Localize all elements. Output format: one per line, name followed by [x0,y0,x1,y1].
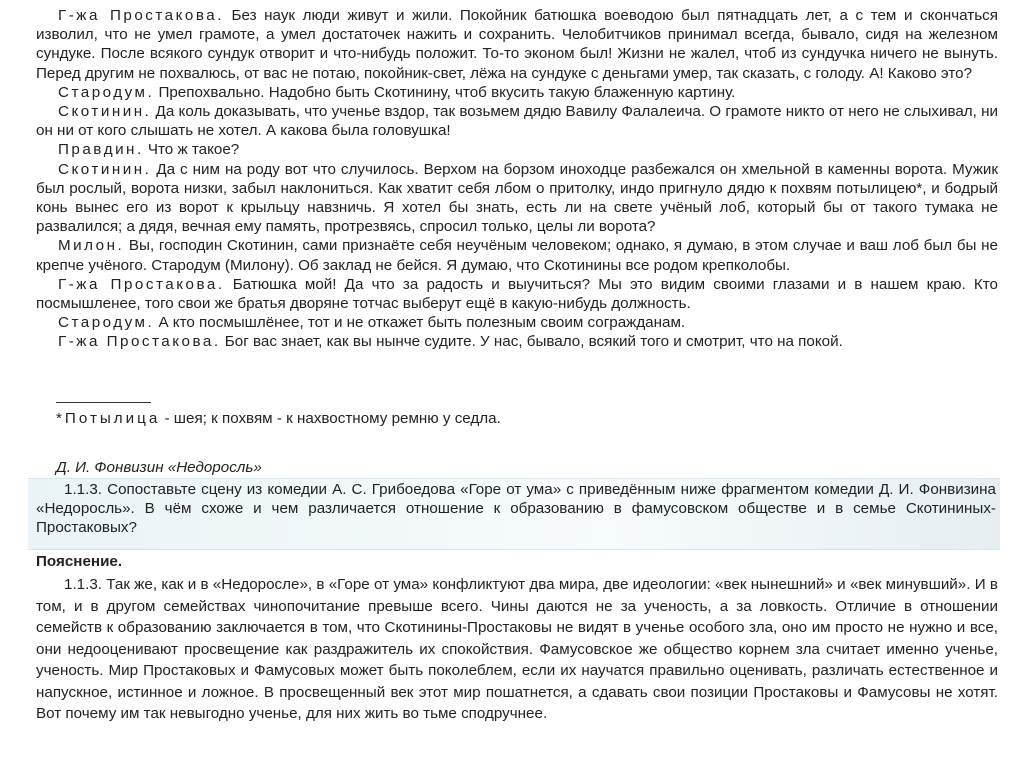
dialogue-text: Без наук люди живут и жили. Покойник батюшка воеводою был пятнадцать лет, а с тем и скончаться изволил, что не умел грамоте, а умел достаточек нажить и сохранить. Челобитчиков принимал всегда, бывало, сидя на железном сундуке. После всякого сундук отворит и что-нибудь положит. То-то эконом был! Жизни не жалел, чтоб из сундучка ничего не вынуть. Перед другим не похвалюсь, от вас не потаю, покойник-свет, лёжа на сундуке с деньгами умер, так сказать, с голоду. А! Каково это? [36,7,998,82]
footnote-definition: - шея; к похвям - к нахвостному ремню у седла. [160,410,501,427]
speaker-name: Правдин. [58,141,144,159]
dialogue-line [36,236,998,274]
speaker-name: Г-жа Простакова. [58,7,224,24]
play-excerpt [36,6,998,352]
dialogue-text: Да с ним на роду вот что случилось. Верхом на борзом иноходце разбежался он хмельной в каменны ворота. Мужик был рослый, ворота низки, забыл наклониться. Как хватит себя лбом о притолку, индо пригнуло дядю к похвям потылицею*, и бодрый конь вынес его из ворот к крыльцу навзничь. Я хотел бы знать, есть ли на свете учёный лоб, который бы от такого тумака не развалился; а дядя, вечная ему память, протрезвясь, спросил только, целы ли ворота? [36,160,998,236]
dialogue-text: А кто посмышлёнее, тот и не откажет быть полезным своим согражданам. [154,314,686,332]
footnote [56,402,956,428]
footnote-divider [56,402,151,403]
speaker-name: Стародум. [58,314,155,332]
footnote-text [56,409,956,428]
dialogue-text: Бог вас знает, как вы нынче судите. У нас, бывало, всякий того и смотрит, что на покой. [220,333,843,351]
dialogue-line [36,6,998,83]
footnote-term: *Потылица [56,410,161,427]
speaker-name: Скотинин. [58,103,152,121]
dialogue-line [36,160,998,237]
dialogue-line [36,332,998,351]
dialogue-text: Батюшка мой! Да что за радость и выучиться? Мы это видим своими глазами и в нашем краю. Кто посмышленее, того свои же братья дворяне тотчас выберут ещё в какую-нибудь должность. [36,275,998,313]
explanation-text: 1.1.3. Так же, как и в «Недоросле», в «Горе от ума» конфликтуют два мира, две идеологии: «век нынешний» и «век минувший». И в том, и в другом семействах чинопочитание превыше всего. Чины даются не за ученость, а за ловкость. Отличие в отношении семейств к образованию заключается в том, что Скотинины-Простаковы не видят в ученье особого зла, оно им просто не нужно и все, они недооценивают просвещение как раздражитель их спокойствия. Фамусовское же общество корнем зла считает именно ученье, ученость. Мир Простаковых и Фамусовых может быть поколеблем, если их научатся правильно оценивать, различать естественное и напускное, истинное и ложное. В просвещенный век этот мир пошатнется, а сдавать свои позиции Простаковы и Фамусовы не хотят. Вот почему им так невыгодно ученье, для них жить во тьме сподручнее. [36,576,998,722]
task-text: 1.1.3. Сопоставьте сцену из комедии А. С. Грибоедова «Горе от ума» с приведённым ниже фрагментом комедии Д. И. Фонвизина «Недоросль». В чём схоже и чем различается отношение к образованию в фамусовском обществе и в семье Скотининых-Простаковых? [36,481,996,537]
dialogue-line [36,102,998,140]
source-citation: Д. И. Фонвизин «Недоросль» [56,459,262,476]
speaker-name: Г-жа Простакова. [58,333,221,351]
speaker-name: Скотинин. [58,160,152,178]
dialogue-line [36,313,998,332]
dialogue-line [36,275,998,313]
dialogue-text: Вы, господин Скотинин, сами признаёте себя неучёным человеком; однако, я думаю, в этом случае и ваш лоб был бы не крепче учёного. Стародум (Милону). Об заклад не бейся. Я думаю, что Скотинины все родом крепколобы. [36,237,998,274]
speaker-name: Милон. [58,237,125,255]
speaker-name: Стародум. [58,83,155,101]
speaker-name: Г-жа Простакова. [58,275,225,293]
explanation-title: Пояснение. [36,553,123,570]
dialogue-text: Что ж такое? [143,141,240,159]
dialogue-line [36,83,998,102]
dialogue-text: Да коль доказывать, что ученье вздор, так возьмем дядю Вавилу Фалалеича. О грамоте никто от него не слыхивал, ни он ни от кого слышать не хотел. А какова была головушка! [36,103,998,140]
dialogue-text: Препохвально. Надобно быть Скотинину, чтоб вкусить такую блаженную картину. [154,83,736,101]
dialogue-line [36,140,998,159]
